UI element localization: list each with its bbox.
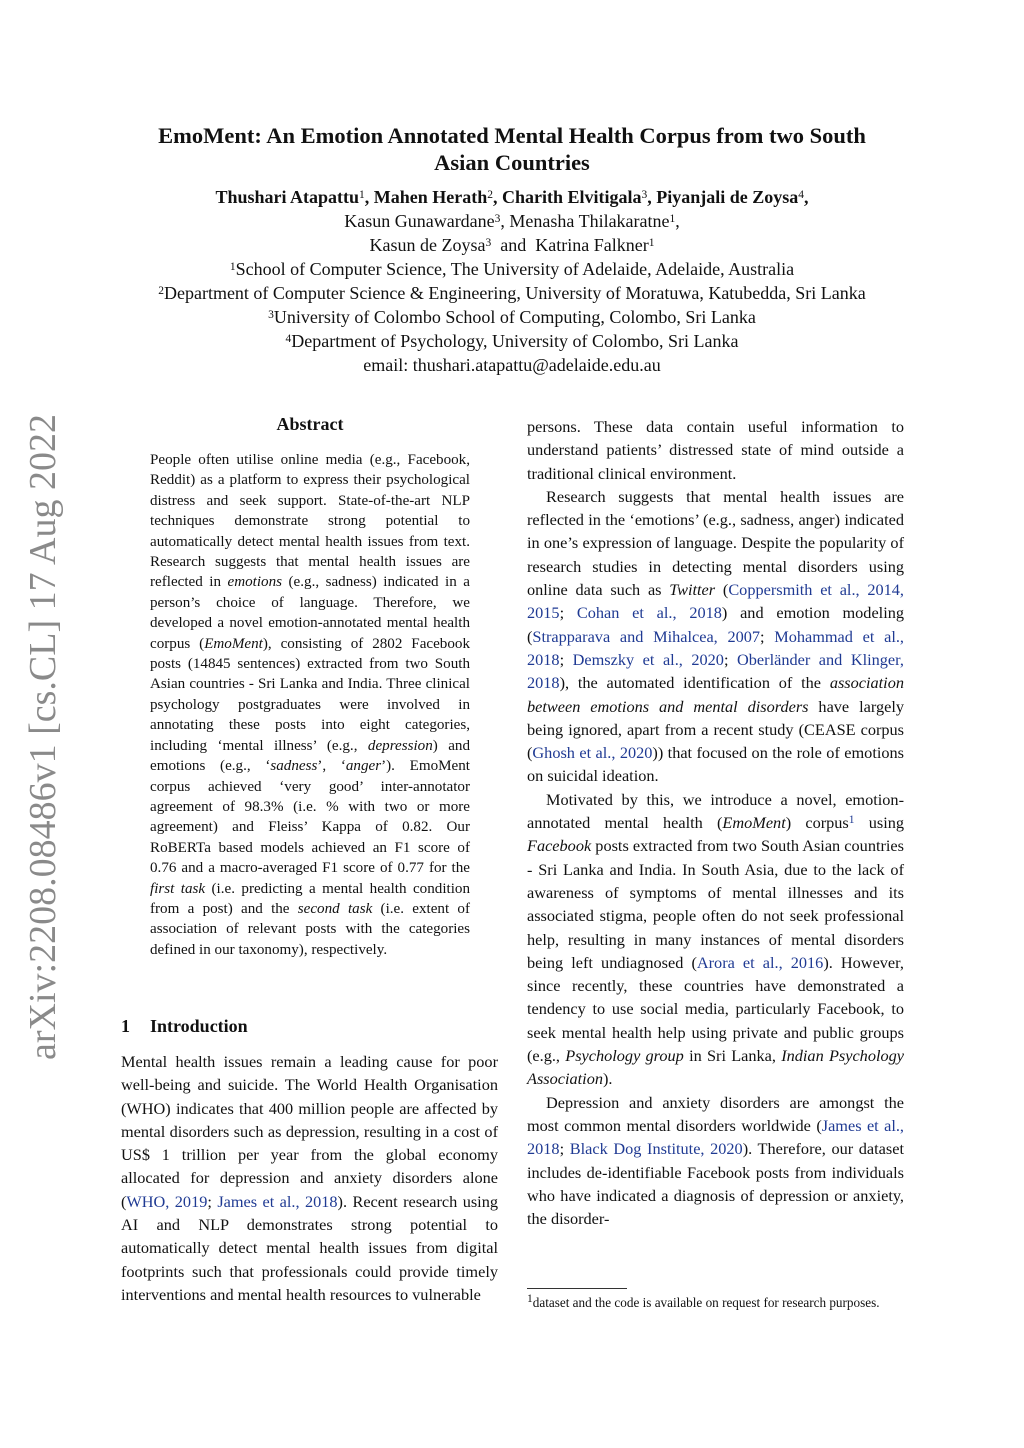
author-affiliation-mark: 3	[485, 237, 492, 249]
author-line-3	[60, 233, 964, 257]
abstract-body: People often utilise online media (e.g., Facebook, Reddit) as a platform to express their psychological distress and seek support. State-of-the-art NLP techniques demonstrate strong potential to automatically detect mental health issues from text. Research suggests that mental health issues are reflected in emotions (e.g., sadness) indicated in a person’s choice of language. Therefore, we developed a novel emotion-annotated mental health corpus (EmoMent), consisting of 2802 Facebook posts (14845 sentences) extracted from two South Asian countries - Sri Lanka and India. Three clinical psychology postgraduates were involved in annotating these posts into eight categories, including ‘mental illness’ (e.g., depression) and emotions (e.g., ‘sadness’, ‘anger’). EmoMent corpus achieved ‘very good’ inter-annotator agreement of 98.3% (i.e. % with two or more agreement) and Fleiss’ Kappa of 0.82. Our RoBERTa based models achieved an F1 score of 0.76 and a macro-averaged F1 score of 0.77 for the first task (i.e. predicting a mental health condition from a post) and the second task (i.e. extent of association of relevant posts with the categories defined in our taxonomy), respectively.	[150, 452, 470, 958]
affiliation: $^4$Department of Psychology, University of Colombo, Sri Lanka	[285, 331, 739, 351]
citation-link[interactable]: Mohammad et al., 2018	[527, 626, 904, 669]
title-line-2: Asian Countries	[434, 150, 590, 175]
footnote-rule	[527, 1288, 627, 1289]
paper-title	[100, 122, 924, 176]
author-name: Kasun de Zoysa	[369, 235, 486, 255]
author-affiliation-mark: 1	[648, 237, 655, 249]
citation-link[interactable]: Demszky et al., 2020	[572, 649, 724, 669]
footnote-number: 1	[527, 1293, 533, 1305]
section-title: Introduction	[150, 1016, 248, 1036]
paragraph: Depression and anxiety disorders are amongst the most common mental disorders worldwide (James et al., 2018; Black Dog Institute, 2020). Therefore, our dataset includes de-identifiable Facebook posts from individuals who have indicated a diagnosis of depression or anxiety, the disorder-	[527, 1092, 904, 1229]
citation-link[interactable]: Strapparava and Mihalcea, 2007	[532, 626, 761, 646]
affiliation: $^2$Department of Computer Science & Engineering, University of Moratuwa, Katubedda, Sri Lanka	[158, 283, 866, 303]
author-name: Charith Elvitigala	[502, 187, 642, 207]
affiliation: $^1$School of Computer Science, The University of Adelaide, Adelaide, Australia	[229, 259, 795, 279]
author-name: Thushari Atapattu	[215, 187, 360, 207]
title-line-1: EmoMent: An Emotion Annotated Mental Health Corpus from two South	[158, 123, 866, 148]
author-name: Katrina Falkner	[535, 235, 649, 255]
footnote	[527, 1294, 904, 1312]
footnote-text: dataset and the code is available on request for research purposes.	[532, 1295, 880, 1310]
author-affiliation-mark: 4	[798, 189, 805, 201]
contact-email: email: thushari.atapattu@adelaide.edu.au	[363, 355, 661, 375]
affiliation: $^3$University of Colombo School of Computing, Colombo, Sri Lanka	[268, 307, 756, 327]
section-heading-introduction	[121, 1016, 248, 1037]
author-affiliation-mark: 3	[494, 213, 501, 225]
citation-link[interactable]: Arora et al., 2016	[696, 952, 824, 972]
author-affiliation-mark: 2	[487, 189, 493, 201]
citation-link[interactable]: James et al., 2018	[527, 1115, 904, 1159]
paragraph: persons. These data contain useful information to understand patients’ distressed state of mind outside a traditional clinical environment.	[527, 417, 904, 483]
paragraph: Motivated by this, we introduce a novel, emotion-annotated mental health (EmoMent) corpus$^1$ using Facebook posts extracted from two South Asian countries - Sri Lanka and India. In South Asia, due to the lack of awareness of symptoms of mental illnesses and its associated stigma, people often do not seek professional help, resulting in many instances of mental disorders being left undiagnosed (Arora et al., 2016). However, since recently, these countries have demonstrated a tendency to use social media, particularly Facebook, to seek mental health help using private and public groups (e.g., Psychology group in Sri Lanka, Indian Psychology Association).	[527, 789, 905, 1089]
author-name: Mahen Herath	[373, 187, 488, 207]
section-number: 1	[121, 1016, 130, 1036]
author-name: Kasun Gunawardane	[344, 211, 495, 231]
citation-link[interactable]: Ghosh et al., 2020	[532, 743, 653, 763]
citation-link[interactable]: Coppersmith et al., 2014, 2015	[527, 580, 904, 623]
citation-link[interactable]: James et al., 2018	[217, 1191, 338, 1211]
citation-link[interactable]: WHO, 2019	[126, 1191, 208, 1211]
citation-link[interactable]: Black Dog Institute, 2020	[569, 1139, 743, 1159]
paragraph: Research suggests that mental health issues are reflected in the ‘emotions’ (e.g., sadness, anger) indicated in one’s expression of language. Despite the popularity of research studies in detecting mental disorders using online data such as Twitter (Coppersmith et al., 2014, 2015; Cohan et al., 2018) and emotion modeling (Strapparava and Mihalcea, 2007; Mohammad et al., 2018; Demszky et al., 2020; Oberländer and Klinger, 2018), the automated identification of the association between emotions and mental disorders have largely being ignored, apart from a recent study (CEASE corpus (Ghosh et al., 2020)) that focused on the role of emotions on suicidal ideation.	[527, 486, 904, 786]
footnote-marker[interactable]: 1	[848, 814, 855, 827]
author-affiliation-mark: 3	[641, 189, 648, 201]
citation-link[interactable]: Cohan et al., 2018	[576, 603, 722, 623]
right-column	[527, 415, 904, 1230]
arxiv-identifier: arXiv:2208.08486v1 [cs.CL] 17 Aug 2022	[22, 414, 64, 1060]
and-word: and	[500, 235, 527, 255]
abstract-heading: Abstract	[276, 414, 344, 434]
citation-link[interactable]: Oberländer and Klinger, 2018	[527, 649, 904, 693]
author-line-1: Thushari Atapattu$^1$, Mahen Herath$^2$, Charith Elvitigala$^3$, Piyanjali de Zoysa$^4$,	[215, 187, 809, 207]
author-affiliation-mark: 1	[669, 213, 676, 225]
author-name: Piyanjali de Zoysa	[656, 187, 799, 207]
intro-paragraph-left: Mental health issues remain a leading cause for poor well-being and suicide. The World Health Organisation (WHO) indicates that 400 million people are affected by mental disorders such as depression, resulting in a cost of US$ 1 trillion per year from the global economy allocated for depression and anxiety disorders alone (WHO, 2019; James et al., 2018). Recent research using AI and NLP demonstrates strong potential to automatically detect mental health issues from digital footprints such that professionals could provide timely interventions and mental health resources to vulnerable	[121, 1052, 498, 1304]
author-line-2: Kasun Gunawardane$^3$, Menasha Thilakaratne$^1$,	[344, 211, 680, 231]
author-affiliation-mark: 1	[359, 189, 365, 201]
author-block	[60, 185, 964, 377]
author-name: Menasha Thilakaratne	[509, 211, 670, 231]
